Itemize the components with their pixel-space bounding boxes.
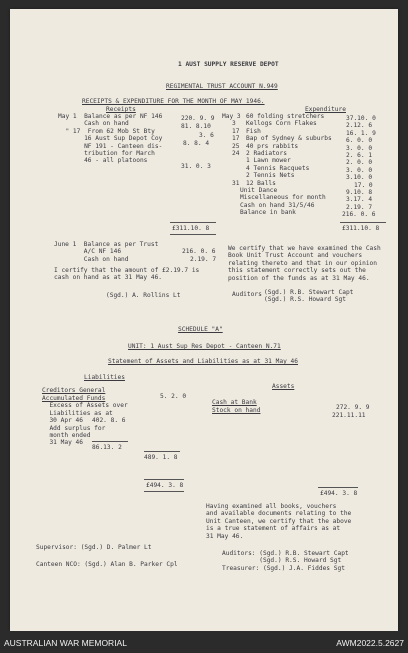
expenditure-amount: 2. 6. 1 — [346, 152, 373, 159]
expenditure-line: Unit Dance — [240, 187, 278, 194]
receipts-total: £311.10. 8 — [172, 225, 210, 232]
accumulated-line: Accumulated Funds — [42, 395, 106, 402]
expenditure-line: Cash on hand 31/5/46 — [240, 201, 315, 209]
expenditure-total: £311.10. 8 — [342, 225, 380, 232]
document-page — [10, 9, 398, 631]
receipt-line: 16 Aust Sup Depot Coy — [58, 135, 163, 143]
expenditure-date: 3 — [232, 120, 236, 128]
certify-right: We certify that we have examined the Cash Book Unit Trust Account and vouchers relating thereto and that in our opinion this statement correctly sets out the position of the funds as at 31 May 46. — [228, 245, 381, 282]
archive-footer — [0, 631, 408, 653]
expenditure-amount: 16. 1. 9 — [346, 129, 376, 137]
expenditure-amount: 17. 0 — [354, 181, 373, 189]
june-amount: 2.19. 7 — [190, 256, 217, 263]
receipt-line: tribution for March — [58, 150, 155, 157]
stock-on-hand: Stock on hand — [212, 407, 261, 414]
footer-institution: AUSTRALIAN WAR MEMORIAL — [4, 638, 127, 648]
schedule-title: SCHEDULE "A" — [178, 326, 223, 333]
footer-accession-number: AWM2022.5.2627 — [336, 638, 404, 648]
receipt-line: 46 - all platoons — [58, 157, 148, 165]
receipt-amount: 8. 8. 4 — [183, 140, 210, 147]
receipt-line: Cash on hand — [58, 120, 129, 128]
total-rule — [144, 479, 184, 480]
expenditure-line: Miscellaneous for month — [240, 194, 326, 202]
expenditure-amount: 3. 0. 0 — [346, 144, 373, 152]
total-rule — [170, 234, 216, 235]
unit-line: UNIT: 1 Aust Sup Res Depot - Canteen N.71 — [128, 343, 281, 350]
creditors-amount: 5. 2. 0 — [160, 393, 187, 400]
accumulated-line: month ended — [42, 432, 91, 439]
total-rule — [340, 222, 386, 223]
expenditure-amount: 37.10. 0 — [346, 115, 376, 122]
accumulated-line: 31 May 46 — [42, 439, 83, 447]
june-line: A/C NF 146 — [54, 248, 122, 256]
liabilities-header: Liabilities — [84, 374, 125, 381]
auditors-signed: (Sgd.) R.B. Stewart Capt (Sgd.) R.S. Howard Sgt — [264, 289, 354, 304]
assets-header: Assets — [272, 383, 295, 390]
expenditure-line: 60 folding stretchers — [246, 113, 325, 120]
expenditure-line: 2 Radiators — [246, 150, 287, 157]
accumulated-line: Excess of Assets over — [42, 402, 128, 410]
expenditure-line: 12 Balls — [246, 179, 276, 187]
expenditure-amount: 216. 0. 6 — [342, 211, 376, 219]
expenditure-amount: 2.12. 6 — [346, 122, 373, 130]
expenditure-line: Fish — [246, 127, 261, 135]
expenditure-date: May 3 — [222, 113, 241, 120]
statement-total-right: £494. 3. 8 — [320, 490, 358, 497]
expenditure-line: Balance in bank — [240, 209, 296, 217]
expenditure-date: 17 — [232, 127, 240, 135]
subtotal-rule — [144, 451, 180, 452]
certify-left: I certify that the amount of £2.19.7 is cash on hand as at 31 May 46. — [54, 267, 200, 282]
expenditure-amount: 9.10. 8 — [346, 189, 373, 196]
expenditure-date: 25 — [232, 142, 240, 150]
canteen-nco-line: Canteen NCO: (Sgd.) Alan B. Parker Cpl — [36, 561, 178, 568]
expenditure-amount: 6. 0. 0 — [346, 137, 373, 145]
total-rule — [318, 487, 358, 488]
accumulated-line: Add surplus for — [42, 424, 106, 432]
receipt-amount: 3. 6 — [199, 132, 214, 139]
receipt-amount: 81. 8.10 — [181, 123, 211, 130]
doc-heading: 1 AUST SUPPLY RESERVE DEPOT — [178, 61, 279, 68]
signed-left: (Sgd.) A. Rollins Lt — [106, 292, 181, 299]
receipt-amount: 31. 0. 3 — [181, 163, 211, 170]
june-line: Cash on hand — [54, 255, 129, 263]
subtotal-rule — [92, 441, 128, 442]
accumulated-line: Liabilities as at — [42, 409, 113, 417]
accumulated-line: 30 Apr 46 — [42, 417, 83, 425]
expenditure-line: Bap of Sydney & suburbs — [246, 135, 332, 143]
expenditure-line: Kellogs Corn Flakes — [246, 120, 317, 128]
expenditure-date: 31 — [232, 179, 240, 187]
receipt-amount: 220. 9. 9 — [181, 115, 215, 122]
statement-total-left: £494. 3. 8 — [146, 482, 184, 489]
total-rule — [170, 222, 216, 223]
expenditure-line: 2 Tennis Nets — [246, 172, 295, 180]
supervisor-line: Supervisor: (Sgd.) D. Palmer Lt — [36, 544, 152, 551]
asset-amount: 272. 9. 9 — [336, 404, 370, 411]
total-rule — [144, 491, 184, 492]
asset-amount: 221.11.11 — [332, 412, 366, 419]
cash-at-bank: Cash at Bank — [212, 399, 257, 406]
expenditure-amount: 2.19. 7 — [346, 203, 373, 211]
doc-subheading: REGIMENTAL TRUST ACCOUNT N.949 — [166, 83, 278, 90]
creditors-label: Creditors General — [42, 387, 106, 394]
expenditure-amount: 3.10. 0 — [346, 174, 373, 182]
surplus-amount: 86.13. 2 — [92, 444, 122, 451]
expenditure-line: 4 Tennis Racquets — [246, 164, 310, 172]
expenditure-line: 40 prs rabbits — [246, 142, 299, 150]
auditors-label: Auditors — [232, 291, 262, 298]
auditors-bottom: Auditors: (Sgd.) R.B. Stewart Capt (Sgd.) R.S. Howard Sgt Treasurer: (Sgd.) J.A. Fiddes Sgt — [222, 550, 349, 572]
accumulated-amount: 402. 8. 6 — [92, 417, 126, 424]
expenditure-amount: 3. 0. 0 — [346, 166, 373, 174]
liabilities-subtotal: 489. 1. 8 — [144, 454, 178, 461]
receipt-line: " 17 From 62 Mob St Bty — [58, 127, 155, 135]
expenditure-amount: 2. 0. 0 — [346, 159, 373, 167]
receipts-header: Receipts — [106, 106, 136, 113]
statement-title: Statement of Assets and Liabilities as at 31 May 46 — [108, 358, 298, 365]
section-title: RECEIPTS & EXPENDITURE FOR THE MONTH OF MAY 1946. — [82, 98, 265, 105]
expenditure-amount: 3.17. 4 — [346, 196, 373, 204]
expenditure-date: 24 — [232, 150, 240, 157]
expenditure-line: 1 Lawn mower — [246, 157, 291, 165]
receipt-line: NF 191 - Canteen dis- — [58, 142, 163, 150]
expenditure-date: 17 — [232, 135, 240, 143]
expenditure-header: Expenditure — [305, 106, 346, 113]
june-amount: 216. 0. 6 — [182, 248, 216, 255]
closing-certificate: Having examined all books, vouchers and available documents relating to the Unit Canteen, we certify that the above is a true statement of affairs as at 31 May 46. — [206, 503, 352, 540]
june-line: June 1 Balance as per Trust — [54, 241, 159, 248]
receipt-line: May 1 Balance as per NF 146 — [58, 113, 163, 120]
